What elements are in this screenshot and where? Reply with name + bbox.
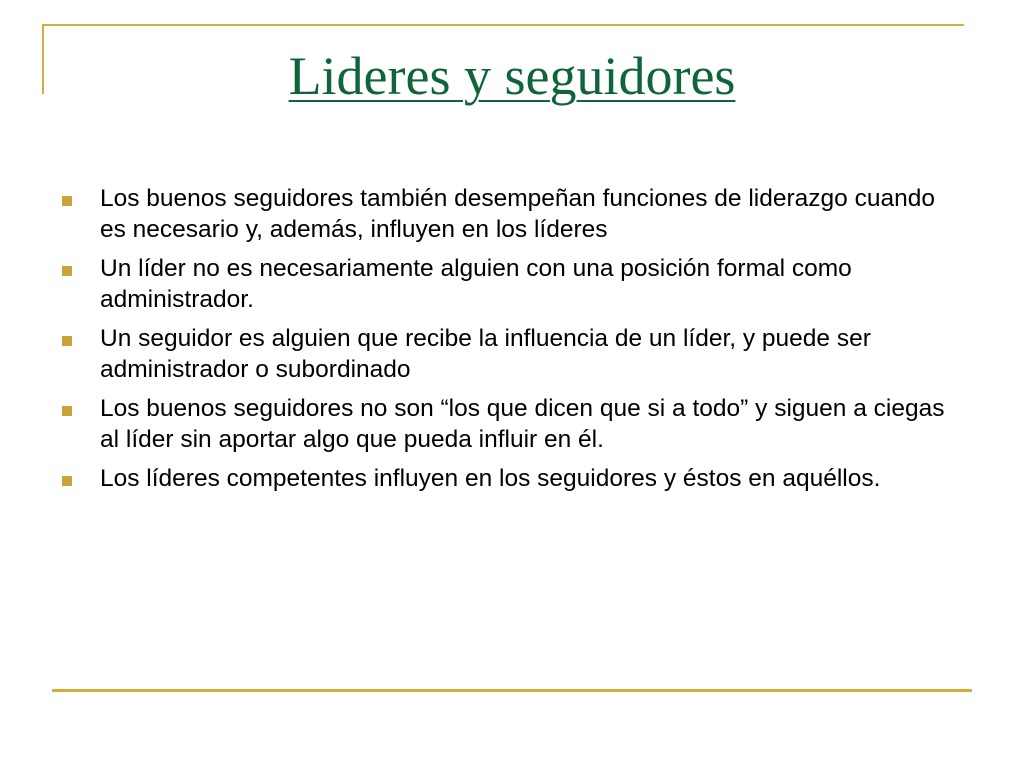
bullet-text: Un seguidor es alguien que recibe la influencia de un líder, y puede ser administrador o subordinado [100, 325, 871, 383]
bullet-text: Los buenos seguidores también desempeñan funciones de liderazgo cuando es necesario y, además, influyen en los líderes [100, 185, 935, 243]
bullet-item [62, 253, 962, 315]
bullet-text: Un líder no es necesariamente alguien con una posición formal como administrador. [100, 255, 852, 313]
bullet-list [62, 183, 962, 502]
bullet-item [62, 183, 962, 245]
square-bullet-icon [62, 196, 72, 206]
bullet-item [62, 463, 962, 494]
square-bullet-icon [62, 406, 72, 416]
square-bullet-icon [62, 336, 72, 346]
square-bullet-icon [62, 266, 72, 276]
bullet-item [62, 323, 962, 385]
bottom-frame-line [52, 689, 972, 692]
bullet-text: Los buenos seguidores no son “los que dicen que si a todo” y siguen a ciegas al líder sin aportar algo que pueda influir en él. [100, 395, 945, 453]
bullet-text: Los líderes competentes influyen en los seguidores y éstos en aquéllos. [100, 465, 881, 492]
slide-title [0, 40, 1024, 112]
square-bullet-icon [62, 476, 72, 486]
top-frame-line [42, 24, 964, 26]
bullet-item [62, 393, 962, 455]
slide-title-text: Lideres y seguidores [288, 46, 736, 106]
